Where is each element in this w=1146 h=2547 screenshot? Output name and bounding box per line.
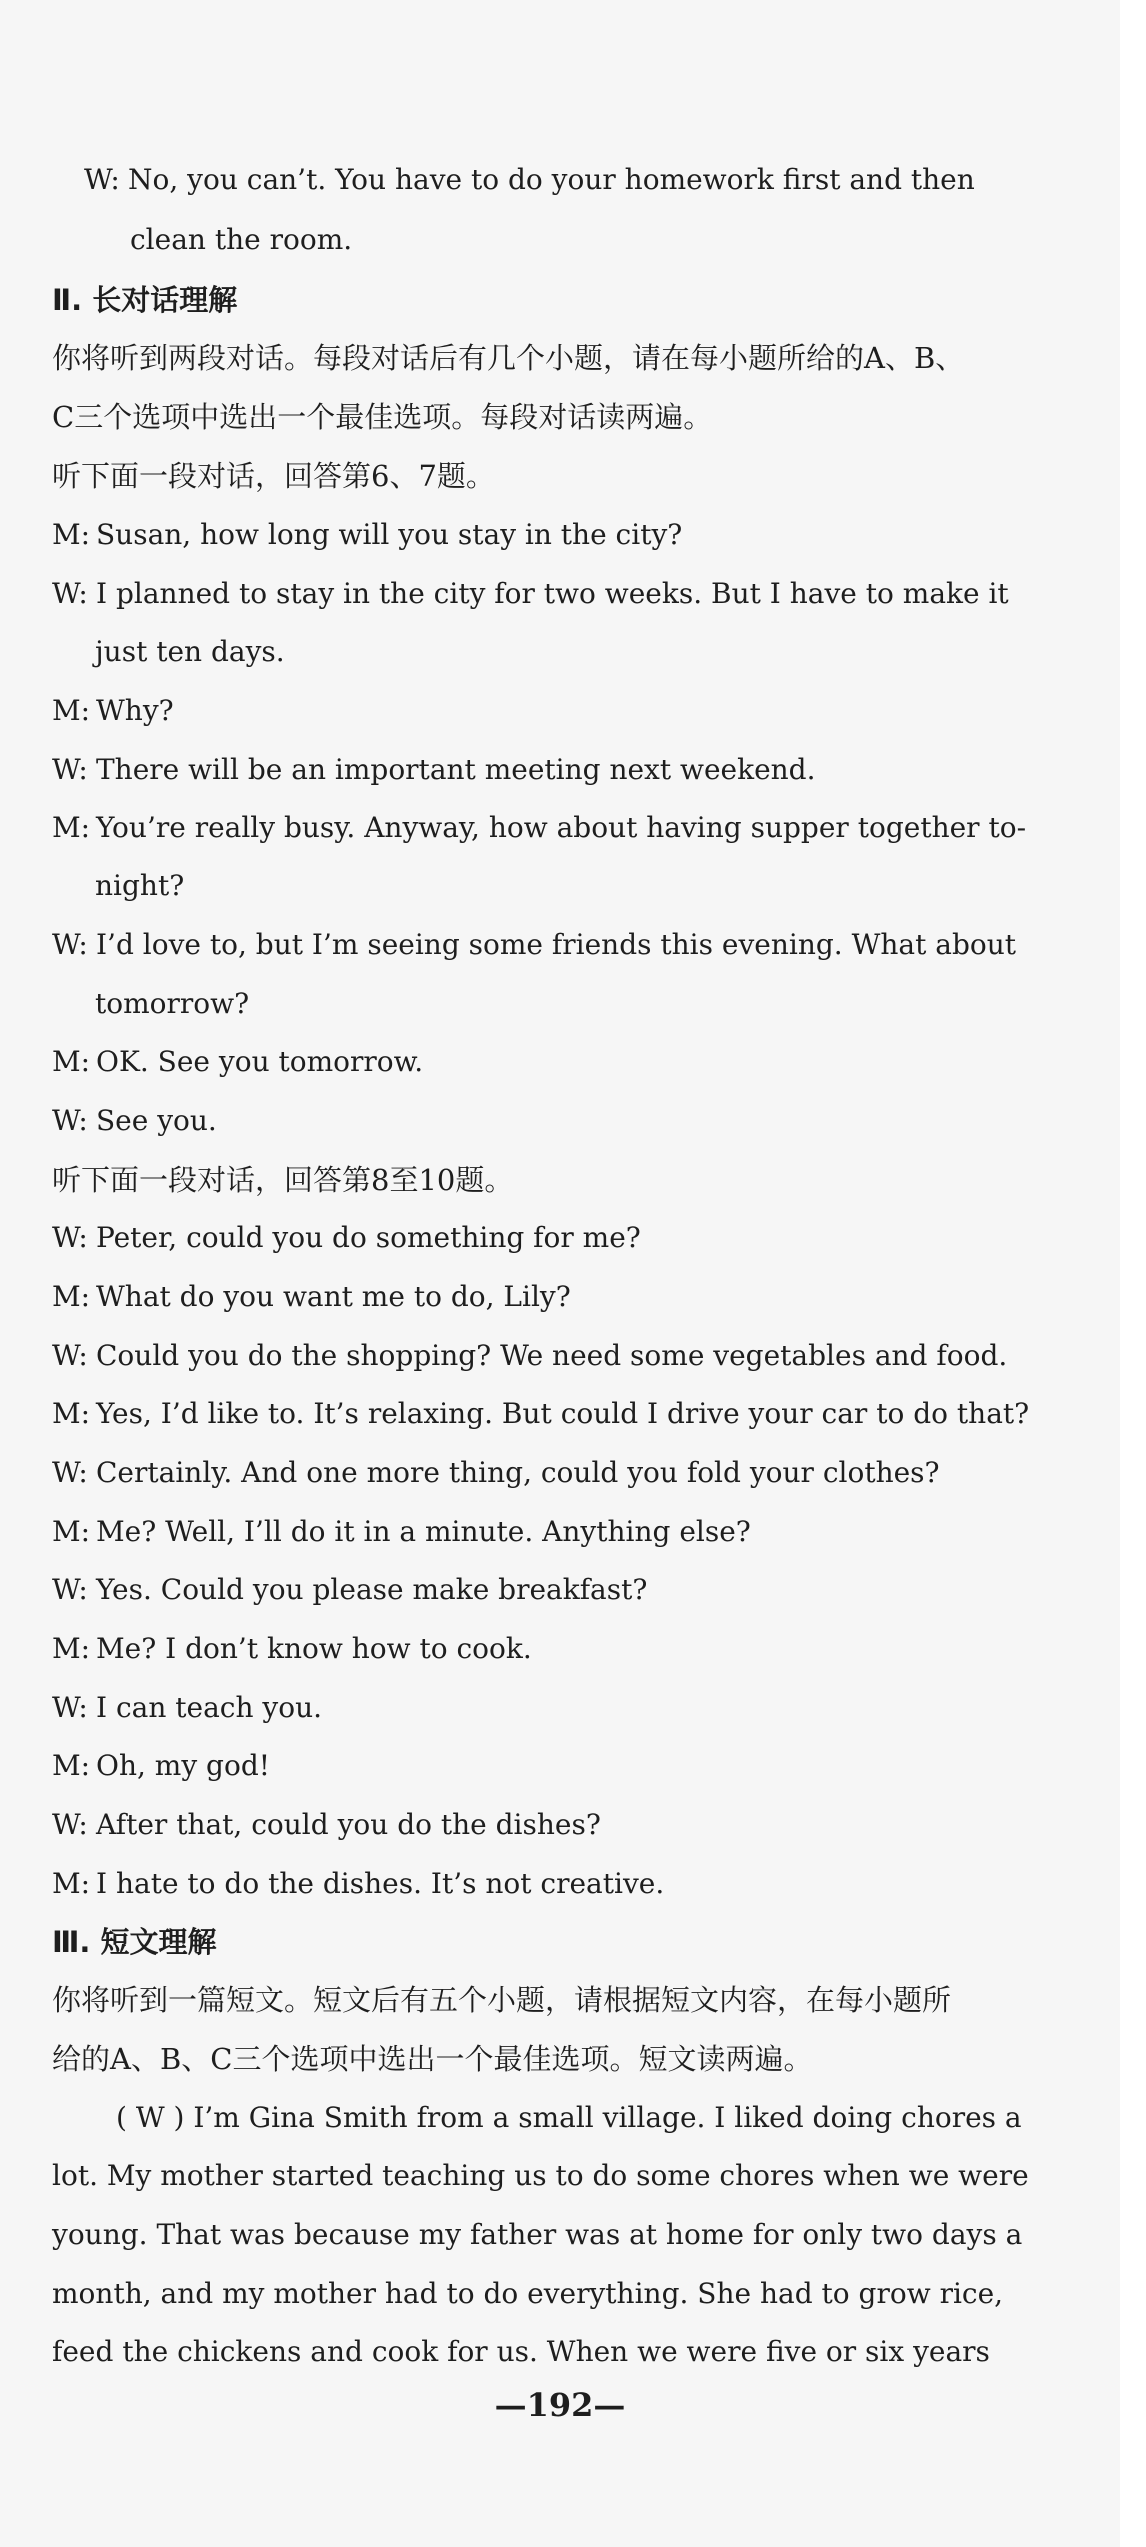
passage-line: lot. My mother started teaching us to do some chores when we were [52,2159,1029,2192]
dialog-prompt: 听下面一段对话，回答第6、7题。 [52,459,495,493]
dialog-line: W: Could you do the shopping? We need some vegetables and food. [52,1339,1008,1372]
dialog-line-continuation: night? [95,869,185,902]
dialog-line: M: Me? Well, I’ll do it in a minute. Anything else? [52,1515,751,1548]
dialog-line: M: What do you want me to do, Lily? [52,1280,571,1313]
passage-line: feed the chickens and cook for us. When we were five or six years [52,2335,990,2368]
passage-line: month, and my mother had to do everything. She had to grow rice, [52,2277,1004,2310]
dialog-line: M: Susan, how long will you stay in the city? [52,518,683,551]
dialog-line: W: I’d love to, but I’m seeing some friends this evening. What about [52,928,1017,961]
section-heading-passage: Ⅲ. 短文理解 [52,1925,217,1959]
dialog-line: W: Yes. Could you please make breakfast? [52,1573,648,1606]
section-heading-long-dialogue: Ⅱ. 长对话理解 [52,283,238,317]
dialog-line: W: I can teach you. [52,1691,323,1724]
dialog-line: W: See you. [52,1104,217,1137]
dialog-line: M: Me? I don’t know how to cook. [52,1632,532,1665]
passage-line: ( W ) I’m Gina Smith from a small village. I liked doing chores a [116,2101,1022,2134]
dialog-line-continuation: clean the room. [130,223,353,256]
dialog-line: W: Certainly. And one more thing, could you fold your clothes? [52,1456,940,1489]
instructions-line: 你将听到一篇短文。短文后有五个小题，请根据短文内容，在每小题所 [52,1983,952,2017]
dialog-line: W: There will be an important meeting next weekend. [52,753,816,786]
dialog-line: M: Oh, my god! [52,1749,271,1782]
dialog-line: W: I planned to stay in the city for two weeks. But I have to make it [52,577,1009,610]
dialog-line: W: No, you can’t. You have to do your homework first and then [84,163,975,196]
passage-line: young. That was because my father was at home for only two days a [52,2218,1023,2251]
dialog-line: M: OK. See you tomorrow. [52,1045,424,1078]
page-number: —192— [494,2386,626,2424]
dialog-line: M: Yes, I’d like to. It’s relaxing. But could I drive your car to do that? [52,1397,1030,1430]
instructions-line: 给的A、B、C三个选项中选出一个最佳选项。短文读两遍。 [52,2042,813,2076]
dialog-line: W: After that, could you do the dishes? [52,1808,601,1841]
dialog-line: M: I hate to do the dishes. It’s not creative. [52,1867,665,1900]
dialog-line-continuation: just ten days. [95,635,285,668]
dialog-line-continuation: tomorrow? [95,987,250,1020]
dialog-line: M: Why? [52,694,174,727]
dialog-prompt: 听下面一段对话，回答第8至10题。 [52,1163,514,1197]
page-margin [1120,0,1146,2547]
dialog-line: W: Peter, could you do something for me? [52,1221,641,1254]
instructions-line: 你将听到两段对话。每段对话后有几个小题，请在每小题所给的A、B、 [52,341,965,375]
instructions-line: C三个选项中选出一个最佳选项。每段对话读两遍。 [52,400,713,434]
dialog-line: M: You’re really busy. Anyway, how about having supper together to- [52,811,1027,844]
